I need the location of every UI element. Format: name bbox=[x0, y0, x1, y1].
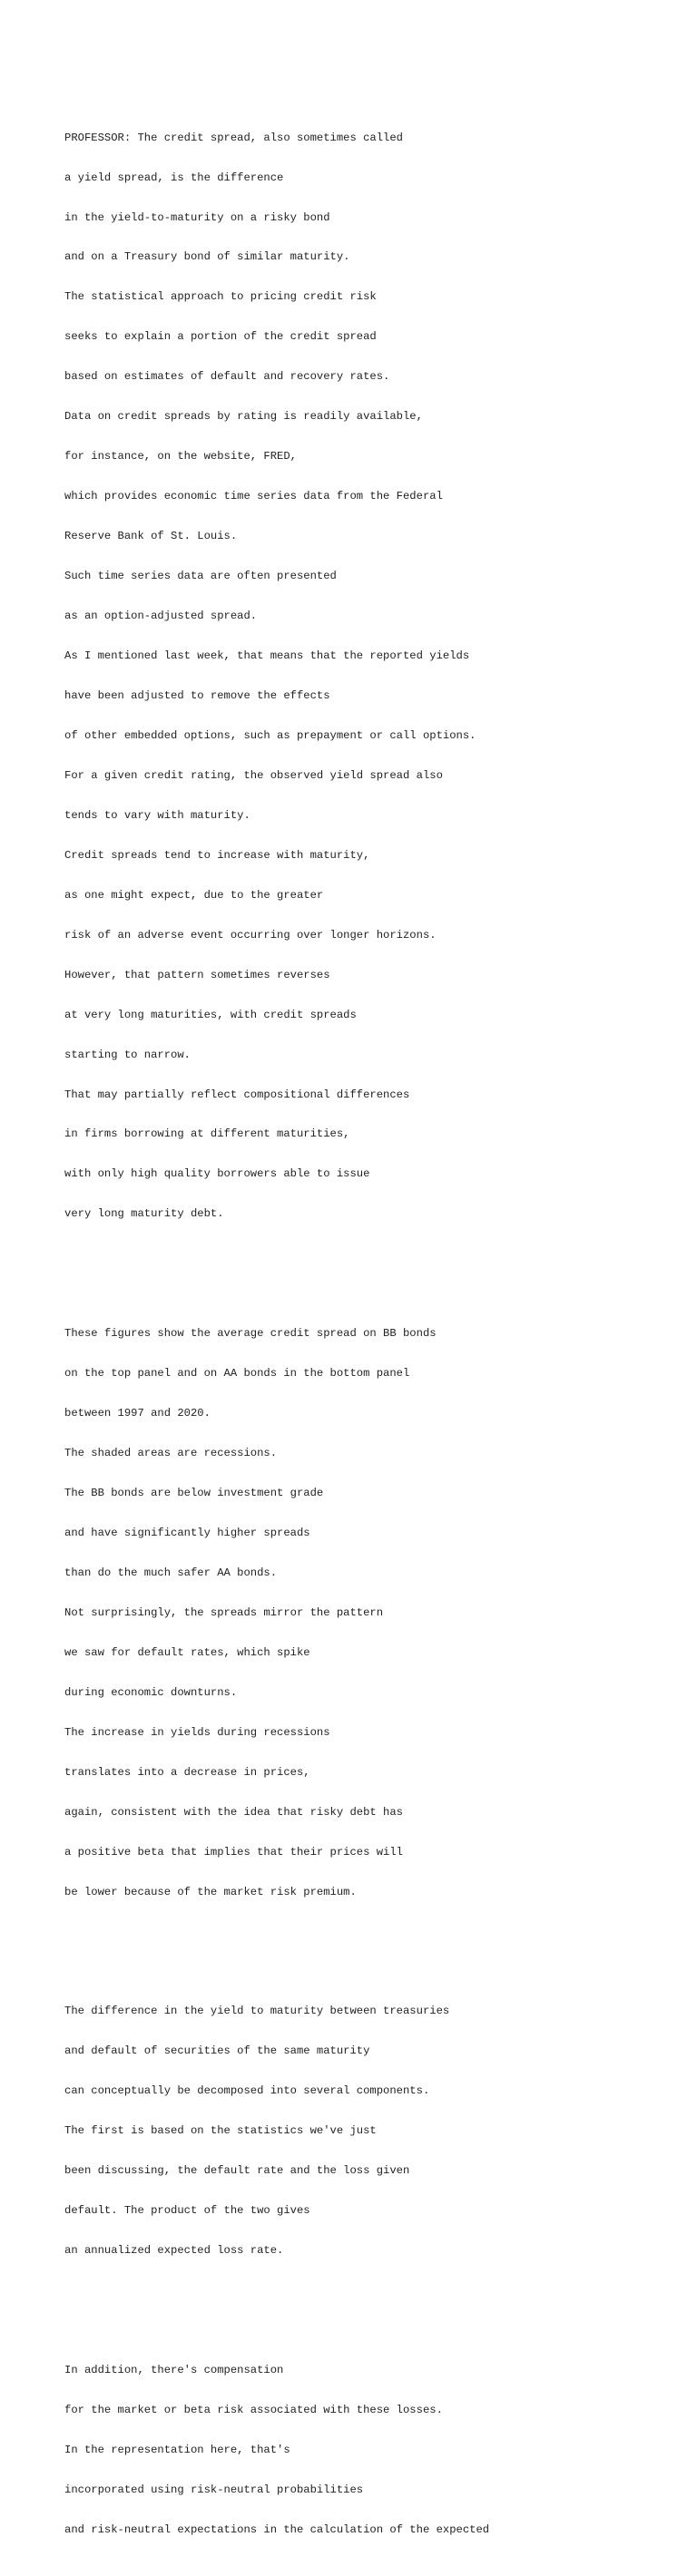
text-line: As I mentioned last week, that means that the reported yields bbox=[64, 649, 470, 663]
text-line: for instance, on the website, FRED, bbox=[64, 450, 297, 463]
text-line: in the yield-to-maturity on a risky bond bbox=[64, 210, 330, 224]
text-line: and have significantly higher spreads bbox=[64, 1527, 310, 1539]
text-line: The statistical approach to pricing credit risk bbox=[64, 290, 377, 304]
text-line: of other embedded options, such as prepayment or call options. bbox=[64, 728, 476, 742]
text-line: be lower because of the market risk premium. bbox=[64, 1885, 357, 1898]
text-line: can conceptually be decomposed into several components. bbox=[64, 2084, 430, 2098]
text-line: The difference in the yield to maturity between treasuries bbox=[64, 2005, 450, 2018]
text-line: as one might expect, due to the greater bbox=[64, 888, 324, 902]
text-line: between 1997 and 2020. bbox=[64, 1407, 211, 1420]
text-line: incorporated using risk-neutral probabilities bbox=[64, 2483, 364, 2496]
text-line: and risk-neutral expectations in the calculation of the expected bbox=[64, 2522, 490, 2536]
text-line: starting to narrow. bbox=[64, 1048, 191, 1061]
text-line: than do the much safer AA bonds. bbox=[64, 1566, 278, 1579]
text-line: Data on credit spreads by rating is readily available, bbox=[64, 410, 423, 424]
text-line: again, consistent with the idea that risky debt has bbox=[64, 1805, 403, 1819]
text-line: been discussing, the default rate and the loss given bbox=[64, 2164, 410, 2178]
paragraph-1 bbox=[64, 104, 691, 1247]
text-line: The shaded areas are recessions. bbox=[64, 1447, 278, 1460]
text-line: seeks to explain a portion of the credit spread bbox=[64, 330, 377, 344]
text-line: Such time series data are often presented bbox=[64, 570, 337, 583]
text-line: The first is based on the statistics we've just bbox=[64, 2124, 377, 2138]
text-line: In addition, there's compensation bbox=[64, 2364, 284, 2377]
text-line: default. The product of the two gives bbox=[64, 2204, 310, 2218]
text-line: on the top panel and on AA bonds in the bottom panel bbox=[64, 1367, 410, 1381]
text-line: For a given credit rating, the observed yield spread also bbox=[64, 768, 443, 782]
text-line: and on a Treasury bond of similar maturity. bbox=[64, 250, 350, 264]
text-line: Reserve Bank of St. Louis. bbox=[64, 530, 238, 543]
text-line: Credit spreads tend to increase with maturity, bbox=[64, 848, 370, 862]
text-line: an annualized expected loss rate. bbox=[64, 2244, 284, 2258]
text-line: The increase in yields during recessions bbox=[64, 1725, 330, 1739]
text-line: risk of an adverse event occurring over longer horizons. bbox=[64, 928, 437, 942]
text-line: a positive beta that implies that their prices will bbox=[64, 1845, 403, 1859]
paragraph-4 bbox=[64, 2337, 691, 2563]
paragraph-3 bbox=[64, 1978, 691, 2284]
text-line: PROFESSOR: The credit spread, also sometimes called bbox=[64, 131, 403, 144]
text-line: a yield spread, is the difference bbox=[64, 171, 284, 184]
text-line: during economic downturns. bbox=[64, 1685, 238, 1699]
text-line: translates into a decrease in prices, bbox=[64, 1765, 310, 1779]
text-line: That may partially reflect compositional differences bbox=[64, 1088, 410, 1101]
text-line: and default of securities of the same maturity bbox=[64, 2044, 370, 2058]
text-line: based on estimates of default and recovery rates. bbox=[64, 370, 390, 384]
paragraph-2 bbox=[64, 1301, 691, 1926]
transcript-page bbox=[64, 78, 691, 2576]
text-line: very long maturity debt. bbox=[64, 1207, 224, 1221]
text-line: for the market or beta risk associated with these losses. bbox=[64, 2404, 443, 2416]
text-line: tends to vary with maturity. bbox=[64, 808, 250, 822]
text-line: The BB bonds are below investment grade bbox=[64, 1487, 324, 1500]
text-line: with only high quality borrowers able to issue bbox=[64, 1167, 370, 1181]
text-line: However, that pattern sometimes reverses bbox=[64, 968, 330, 981]
text-line: which provides economic time series data from the Federal bbox=[64, 490, 443, 503]
text-line: we saw for default rates, which spike bbox=[64, 1645, 310, 1659]
text-line: in firms borrowing at different maturities, bbox=[64, 1127, 350, 1141]
text-line: In the representation here, that's bbox=[64, 2443, 290, 2456]
text-line: Not surprisingly, the spreads mirror the pattern bbox=[64, 1605, 384, 1619]
text-line: These figures show the average credit spread on BB bonds bbox=[64, 1327, 437, 1341]
text-line: as an option-adjusted spread. bbox=[64, 610, 258, 623]
text-line: have been adjusted to remove the effects bbox=[64, 688, 330, 702]
text-line: at very long maturities, with credit spreads bbox=[64, 1008, 357, 1021]
